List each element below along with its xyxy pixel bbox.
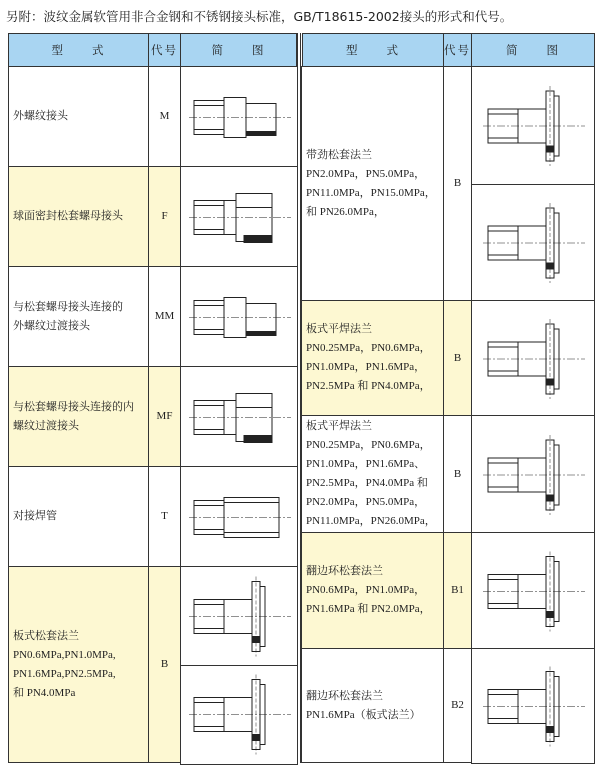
- diagram-cell: [471, 532, 595, 650]
- diagram-cell: [180, 566, 298, 666]
- page-title: 另附：波纹金属软管用非合金钢和不锈钢接头标准，GB/T18615-2002接头的形式和代号。: [6, 9, 513, 24]
- fitting-diagram: [473, 418, 593, 532]
- fitting-diagram: [182, 469, 296, 566]
- type-description: [306, 146, 436, 222]
- diagram-cell: [180, 66, 298, 168]
- fitting-diagram: [182, 667, 296, 762]
- type-line: 螺纹过渡接头: [13, 419, 79, 432]
- fitting-diagram: [473, 303, 593, 415]
- type-cell: [301, 532, 444, 649]
- header-label: 简 图: [211, 42, 266, 57]
- fitting-diagram: [182, 569, 296, 664]
- type-cell: [301, 648, 444, 763]
- diagram-cell: [471, 66, 595, 185]
- code-cell: [148, 66, 181, 167]
- type-line: 板式松套法兰: [13, 629, 79, 642]
- diagram-cell: [471, 300, 595, 417]
- type-line: 带劲松套法兰: [306, 148, 372, 161]
- code-cell: [443, 66, 472, 301]
- type-cell: [301, 300, 444, 416]
- type-cell: [301, 66, 444, 301]
- header-type: [8, 33, 149, 67]
- type-line: PN0.25MPa，PN0.6MPa，: [306, 342, 431, 354]
- type-line: 翻边环松套法兰: [306, 565, 383, 577]
- header-diagram: [180, 33, 297, 67]
- header-code: [443, 33, 472, 67]
- code-value: B2: [451, 699, 464, 711]
- type-description: [13, 207, 123, 226]
- code-value: T: [161, 510, 168, 522]
- code-value: M: [159, 110, 170, 122]
- diagram-cell: [180, 166, 298, 268]
- code-value: MF: [156, 410, 173, 422]
- code-cell: [148, 566, 181, 763]
- type-description: [306, 562, 431, 619]
- fitting-diagram: [473, 535, 593, 648]
- type-line: PN11.0MPa，PN26.0MPa，: [306, 515, 436, 527]
- type-description: [13, 107, 68, 126]
- code-value: B1: [451, 584, 464, 596]
- type-line: 与松套螺母接头连接的: [13, 300, 123, 313]
- type-line: 球面密封松套螺母接头: [13, 210, 123, 222]
- header-type: [302, 33, 444, 67]
- type-cell: [8, 566, 149, 763]
- header-label: 代号: [151, 42, 178, 57]
- fitting-diagram: [473, 69, 593, 183]
- type-cell: [8, 266, 149, 367]
- type-description: [306, 687, 421, 725]
- type-description: [13, 627, 116, 703]
- code-cell: [148, 466, 181, 567]
- type-line: 外螺纹过渡接头: [13, 319, 90, 332]
- type-line: PN1.6MPa（板式法兰）: [306, 708, 421, 721]
- type-line: 和 PN4.0MPa: [13, 686, 76, 699]
- diagram-cell: [180, 366, 298, 468]
- type-line: 与松套螺母接头连接的内: [13, 400, 134, 413]
- fitting-diagram: [182, 169, 296, 266]
- code-cell: [443, 415, 472, 533]
- diagram-cell: [471, 415, 595, 534]
- diagram-cell: [471, 184, 595, 303]
- type-description: [306, 417, 436, 531]
- type-line: PN2.5MPa，PN4.0MPa 和: [306, 477, 428, 489]
- diagram-cell: [180, 466, 298, 568]
- fitting-diagram: [473, 186, 593, 300]
- fitting-diagram: [182, 369, 296, 466]
- type-description: [306, 320, 431, 396]
- type-cell: [8, 366, 149, 467]
- type-cell: [8, 66, 149, 167]
- diagram-cell: [180, 665, 298, 765]
- code-value: B: [453, 351, 462, 364]
- type-line: PN0.6MPa,PN1.0MPa,: [13, 648, 116, 661]
- type-line: 和 PN26.0MPa，: [306, 205, 385, 218]
- fitting-diagram: [182, 269, 296, 366]
- type-description: [13, 507, 57, 526]
- type-line: PN1.6MPa,PN2.5MPa,: [13, 667, 116, 680]
- header-code: [148, 33, 181, 67]
- code-cell: [443, 532, 472, 649]
- code-value: B: [453, 177, 462, 189]
- type-line: 翻边环松套法兰: [306, 689, 383, 702]
- type-line: 外螺纹接头: [13, 110, 68, 122]
- type-line: 板式平焊法兰: [306, 420, 372, 432]
- type-line: PN11.0MPa，PN15.0MPa，: [306, 186, 436, 199]
- type-cell: [301, 415, 444, 533]
- header-label: 简 图: [506, 42, 560, 57]
- fitting-diagram: [473, 651, 593, 762]
- diagram-cell: [471, 648, 595, 764]
- type-description: [13, 298, 123, 336]
- type-cell: [8, 466, 149, 567]
- type-cell: [8, 166, 149, 267]
- type-description: [13, 398, 134, 436]
- diagram-cell: [180, 266, 298, 368]
- type-line: 板式平焊法兰: [306, 323, 372, 335]
- type-line: PN1.0MPa，PN1.6MPa，: [306, 361, 426, 373]
- code-cell: [148, 166, 181, 267]
- header-label: 代号: [444, 42, 471, 57]
- code-value: B: [160, 658, 169, 670]
- header-label: 型 式: [51, 42, 106, 57]
- code-cell: [148, 366, 181, 467]
- type-line: PN0.25MPa，PN0.6MPa，: [306, 439, 431, 451]
- code-value: B: [453, 467, 462, 480]
- code-cell: [443, 300, 472, 416]
- type-line: PN2.0MPa，PN5.0MPa，: [306, 496, 426, 508]
- type-line: PN2.5MPa 和 PN4.0MPa，: [306, 380, 431, 392]
- fitting-diagram: [182, 69, 296, 166]
- column-divider: [297, 33, 301, 763]
- type-line: PN2.0MPa，PN5.0MPa，: [306, 167, 426, 180]
- code-value: F: [161, 210, 168, 222]
- code-cell: [148, 266, 181, 367]
- type-line: 对接焊管: [13, 510, 57, 522]
- code-value: MM: [154, 310, 175, 322]
- type-line: PN1.0MPa，PN1.6MPa、: [306, 458, 426, 470]
- header-label: 型 式: [346, 42, 400, 57]
- type-line: PN1.6MPa 和 PN2.0MPa，: [306, 603, 431, 615]
- code-cell: [443, 648, 472, 763]
- header-diagram: [471, 33, 595, 67]
- type-line: PN0.6MPa，PN1.0MPa，: [306, 584, 426, 596]
